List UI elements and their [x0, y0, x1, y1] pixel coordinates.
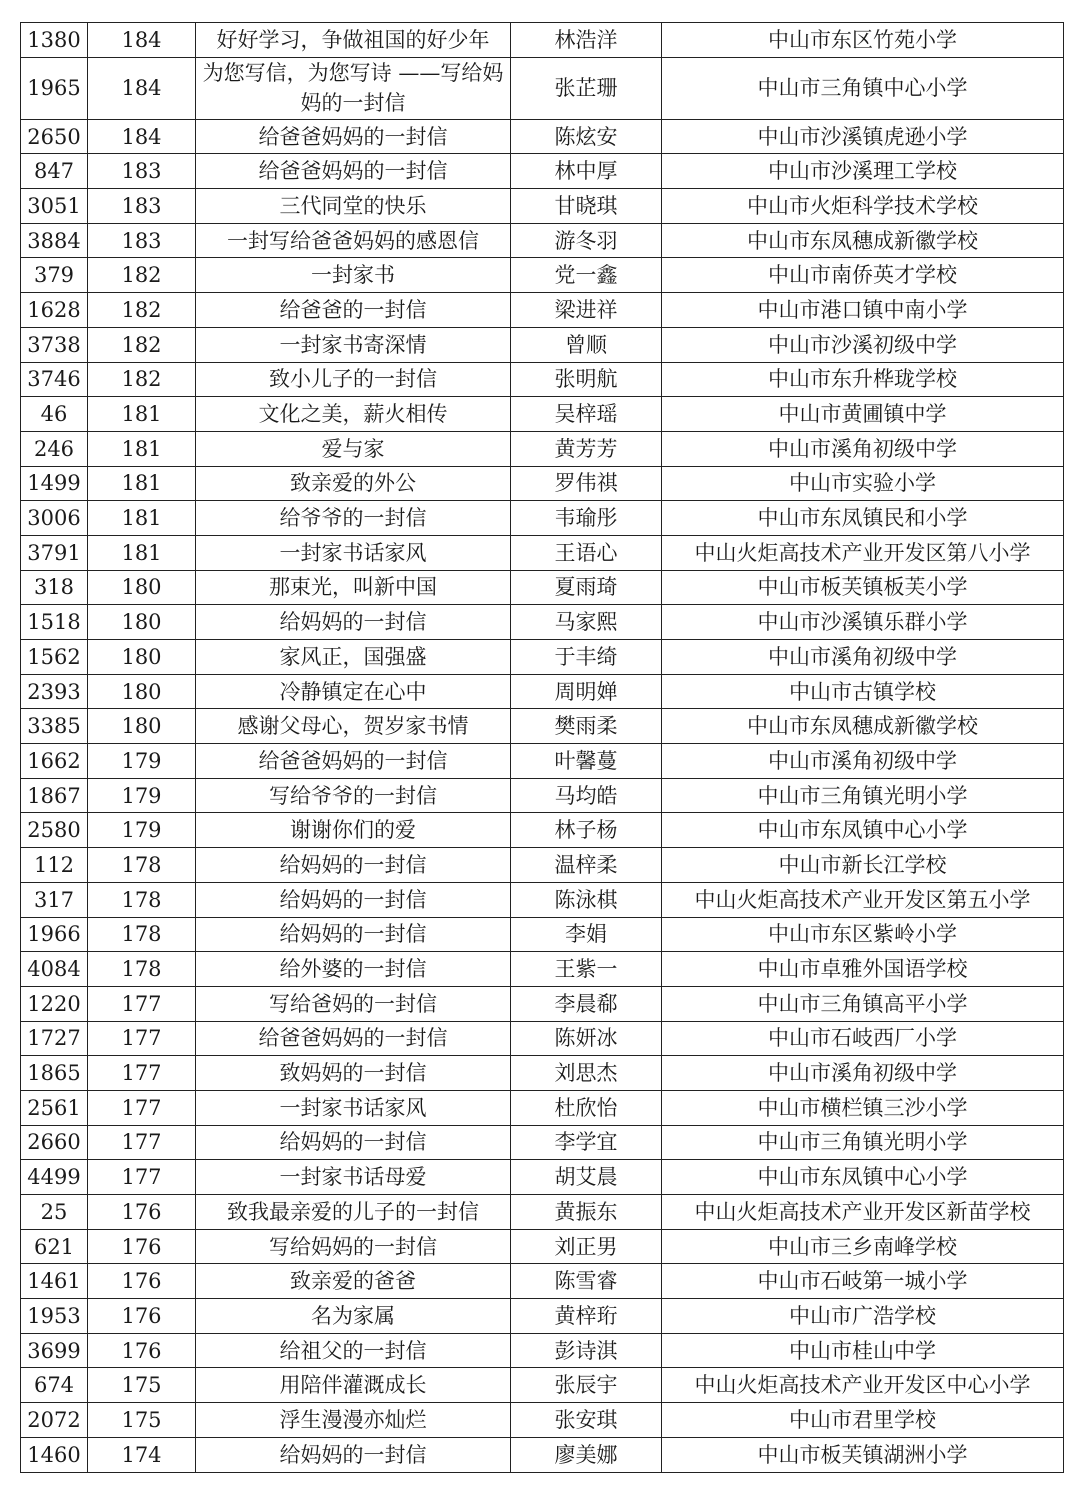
- entry-id-cell: 318: [21, 570, 88, 605]
- school-cell: 中山市东凤穗成新徽学校: [662, 709, 1064, 744]
- entry-id-cell: 317: [21, 882, 88, 917]
- school-cell: 中山市东凤镇民和小学: [662, 501, 1064, 536]
- author-name-cell: 梁进祥: [511, 293, 662, 328]
- table-row: [21, 1229, 1064, 1264]
- author-name-cell: 于丰绮: [511, 640, 662, 675]
- score-cell: 182: [88, 293, 196, 328]
- title-cell: 给祖父的一封信: [196, 1333, 511, 1368]
- table-row: [21, 258, 1064, 293]
- school-cell: 中山市火炬科学技术学校: [662, 189, 1064, 224]
- score-cell: 176: [88, 1229, 196, 1264]
- school-cell: 中山市东凤镇中心小学: [662, 813, 1064, 848]
- score-cell: 183: [88, 189, 196, 224]
- author-name-cell: 周明婵: [511, 674, 662, 709]
- score-cell: 181: [88, 431, 196, 466]
- author-name-cell: 张芷珊: [511, 57, 662, 119]
- table-row: [21, 813, 1064, 848]
- school-cell: 中山市东区竹苑小学: [662, 23, 1064, 58]
- title-cell: 三代同堂的快乐: [196, 189, 511, 224]
- author-name-cell: 陈妍冰: [511, 1021, 662, 1056]
- table-row: [21, 1368, 1064, 1403]
- school-cell: 中山市沙溪镇虎逊小学: [662, 119, 1064, 154]
- entry-id-cell: 2561: [21, 1090, 88, 1125]
- table-row: [21, 917, 1064, 952]
- score-cell: 181: [88, 466, 196, 501]
- score-cell: 177: [88, 986, 196, 1021]
- author-name-cell: 胡艾晨: [511, 1160, 662, 1195]
- entry-id-cell: 2650: [21, 119, 88, 154]
- school-cell: 中山市黄圃镇中学: [662, 397, 1064, 432]
- entry-id-cell: 1518: [21, 605, 88, 640]
- entry-id-cell: 1460: [21, 1437, 88, 1472]
- entry-id-cell: 379: [21, 258, 88, 293]
- author-name-cell: 林子杨: [511, 813, 662, 848]
- title-cell: 给外婆的一封信: [196, 952, 511, 987]
- title-cell: 一封家书寄深情: [196, 327, 511, 362]
- author-name-cell: 张辰宇: [511, 1368, 662, 1403]
- table-row: [21, 397, 1064, 432]
- title-cell: 那束光，叫新中国: [196, 570, 511, 605]
- school-cell: 中山市君里学校: [662, 1403, 1064, 1438]
- title-cell: 致亲爱的爸爸: [196, 1264, 511, 1299]
- title-cell: 写给妈妈的一封信: [196, 1229, 511, 1264]
- title-cell: 用陪伴灌溉成长: [196, 1368, 511, 1403]
- score-cell: 179: [88, 813, 196, 848]
- school-cell: 中山市实验小学: [662, 466, 1064, 501]
- score-cell: 184: [88, 57, 196, 119]
- title-cell: 给妈妈的一封信: [196, 848, 511, 883]
- score-cell: 179: [88, 778, 196, 813]
- school-cell: 中山市三角镇光明小学: [662, 1125, 1064, 1160]
- entry-id-cell: 1662: [21, 744, 88, 779]
- title-cell: 一封写给爸爸妈妈的感恩信: [196, 223, 511, 258]
- title-cell: 一封家书话母爱: [196, 1160, 511, 1195]
- school-cell: 中山市东升桦珑学校: [662, 362, 1064, 397]
- results-table-container: [20, 22, 1063, 1473]
- title-cell: 冷静镇定在心中: [196, 674, 511, 709]
- entry-id-cell: 1865: [21, 1056, 88, 1091]
- author-name-cell: 马家熙: [511, 605, 662, 640]
- school-cell: 中山市广浩学校: [662, 1299, 1064, 1334]
- school-cell: 中山市东凤穗成新徽学校: [662, 223, 1064, 258]
- author-name-cell: 廖美娜: [511, 1437, 662, 1472]
- table-row: [21, 501, 1064, 536]
- table-row: [21, 1125, 1064, 1160]
- score-cell: 176: [88, 1195, 196, 1230]
- entry-id-cell: 3699: [21, 1333, 88, 1368]
- score-cell: 180: [88, 570, 196, 605]
- entry-id-cell: 25: [21, 1195, 88, 1230]
- school-cell: 中山市东区紫岭小学: [662, 917, 1064, 952]
- school-cell: 中山市溪角初级中学: [662, 640, 1064, 675]
- score-cell: 184: [88, 119, 196, 154]
- score-cell: 183: [88, 223, 196, 258]
- author-name-cell: 马均皓: [511, 778, 662, 813]
- table-row: [21, 778, 1064, 813]
- title-cell: 给妈妈的一封信: [196, 605, 511, 640]
- table-row: [21, 605, 1064, 640]
- title-cell: 文化之美，薪火相传: [196, 397, 511, 432]
- table-row: [21, 640, 1064, 675]
- score-cell: 178: [88, 882, 196, 917]
- author-name-cell: 曾顺: [511, 327, 662, 362]
- entry-id-cell: 3746: [21, 362, 88, 397]
- score-cell: 179: [88, 744, 196, 779]
- title-cell: 名为家属: [196, 1299, 511, 1334]
- table-row: [21, 674, 1064, 709]
- table-row: [21, 882, 1064, 917]
- table-row: [21, 154, 1064, 189]
- title-cell: 致妈妈的一封信: [196, 1056, 511, 1091]
- title-cell: 给妈妈的一封信: [196, 1437, 511, 1472]
- author-name-cell: 叶馨蔓: [511, 744, 662, 779]
- school-cell: 中山市三角镇中心小学: [662, 57, 1064, 119]
- table-row: [21, 189, 1064, 224]
- score-cell: 180: [88, 674, 196, 709]
- title-cell: 给爸爸妈妈的一封信: [196, 744, 511, 779]
- results-table-body: [21, 23, 1064, 1473]
- entry-id-cell: 1461: [21, 1264, 88, 1299]
- title-cell: 为您写信，为您写诗 ——写给妈妈的一封信: [196, 57, 511, 119]
- school-cell: 中山市港口镇中南小学: [662, 293, 1064, 328]
- results-table: [20, 22, 1064, 1473]
- title-cell: 给爸爸妈妈的一封信: [196, 119, 511, 154]
- table-row: [21, 1403, 1064, 1438]
- author-name-cell: 李娟: [511, 917, 662, 952]
- author-name-cell: 罗伟祺: [511, 466, 662, 501]
- entry-id-cell: 1965: [21, 57, 88, 119]
- table-row: [21, 1021, 1064, 1056]
- score-cell: 180: [88, 640, 196, 675]
- score-cell: 181: [88, 397, 196, 432]
- score-cell: 176: [88, 1333, 196, 1368]
- author-name-cell: 张安琪: [511, 1403, 662, 1438]
- title-cell: 给妈妈的一封信: [196, 882, 511, 917]
- score-cell: 174: [88, 1437, 196, 1472]
- title-cell: 致我最亲爱的儿子的一封信: [196, 1195, 511, 1230]
- school-cell: 中山市东凤镇中心小学: [662, 1160, 1064, 1195]
- author-name-cell: 黄芳芳: [511, 431, 662, 466]
- author-name-cell: 林浩洋: [511, 23, 662, 58]
- school-cell: 中山市石岐第一城小学: [662, 1264, 1064, 1299]
- table-row: [21, 431, 1064, 466]
- title-cell: 给爸爸妈妈的一封信: [196, 1021, 511, 1056]
- school-cell: 中山市板芙镇湖洲小学: [662, 1437, 1064, 1472]
- author-name-cell: 党一鑫: [511, 258, 662, 293]
- author-name-cell: 陈炫安: [511, 119, 662, 154]
- table-row: [21, 1333, 1064, 1368]
- score-cell: 177: [88, 1160, 196, 1195]
- title-cell: 给爸爸的一封信: [196, 293, 511, 328]
- entry-id-cell: 3385: [21, 709, 88, 744]
- table-row: [21, 535, 1064, 570]
- school-cell: 中山火炬高技术产业开发区新苗学校: [662, 1195, 1064, 1230]
- entry-id-cell: 1380: [21, 23, 88, 58]
- title-cell: 谢谢你们的爱: [196, 813, 511, 848]
- table-row: [21, 1264, 1064, 1299]
- score-cell: 184: [88, 23, 196, 58]
- title-cell: 家风正，国强盛: [196, 640, 511, 675]
- title-cell: 好好学习，争做祖国的好少年: [196, 23, 511, 58]
- school-cell: 中山市卓雅外国语学校: [662, 952, 1064, 987]
- title-cell: 给妈妈的一封信: [196, 1125, 511, 1160]
- score-cell: 180: [88, 605, 196, 640]
- table-row: [21, 362, 1064, 397]
- entry-id-cell: 3791: [21, 535, 88, 570]
- title-cell: 一封家书话家风: [196, 1090, 511, 1125]
- table-row: [21, 1056, 1064, 1091]
- school-cell: 中山市沙溪理工学校: [662, 154, 1064, 189]
- author-name-cell: 陈雪睿: [511, 1264, 662, 1299]
- table-row: [21, 570, 1064, 605]
- school-cell: 中山市沙溪初级中学: [662, 327, 1064, 362]
- table-row: [21, 744, 1064, 779]
- title-cell: 致亲爱的外公: [196, 466, 511, 501]
- entry-id-cell: 1966: [21, 917, 88, 952]
- title-cell: 给妈妈的一封信: [196, 917, 511, 952]
- entry-id-cell: 3006: [21, 501, 88, 536]
- title-cell: 浮生漫漫亦灿烂: [196, 1403, 511, 1438]
- entry-id-cell: 621: [21, 1229, 88, 1264]
- score-cell: 178: [88, 952, 196, 987]
- table-row: [21, 1299, 1064, 1334]
- entry-id-cell: 3884: [21, 223, 88, 258]
- entry-id-cell: 246: [21, 431, 88, 466]
- title-cell: 爱与家: [196, 431, 511, 466]
- author-name-cell: 吴梓瑶: [511, 397, 662, 432]
- author-name-cell: 杜欣怡: [511, 1090, 662, 1125]
- entry-id-cell: 46: [21, 397, 88, 432]
- score-cell: 180: [88, 709, 196, 744]
- entry-id-cell: 4499: [21, 1160, 88, 1195]
- author-name-cell: 张明航: [511, 362, 662, 397]
- entry-id-cell: 2072: [21, 1403, 88, 1438]
- title-cell: 给爷爷的一封信: [196, 501, 511, 536]
- author-name-cell: 刘正男: [511, 1229, 662, 1264]
- table-row: [21, 293, 1064, 328]
- school-cell: 中山市三角镇光明小学: [662, 778, 1064, 813]
- school-cell: 中山市三乡南峰学校: [662, 1229, 1064, 1264]
- score-cell: 183: [88, 154, 196, 189]
- score-cell: 177: [88, 1125, 196, 1160]
- table-row: [21, 986, 1064, 1021]
- score-cell: 182: [88, 362, 196, 397]
- entry-id-cell: 2660: [21, 1125, 88, 1160]
- title-cell: 一封家书话家风: [196, 535, 511, 570]
- title-cell: 一封家书: [196, 258, 511, 293]
- school-cell: 中山市石岐西厂小学: [662, 1021, 1064, 1056]
- author-name-cell: 王语心: [511, 535, 662, 570]
- table-row: [21, 466, 1064, 501]
- author-name-cell: 李晨郗: [511, 986, 662, 1021]
- author-name-cell: 王紫一: [511, 952, 662, 987]
- author-name-cell: 李学宜: [511, 1125, 662, 1160]
- school-cell: 中山火炬高技术产业开发区第五小学: [662, 882, 1064, 917]
- entry-id-cell: 1220: [21, 986, 88, 1021]
- author-name-cell: 陈泳棋: [511, 882, 662, 917]
- entry-id-cell: 1562: [21, 640, 88, 675]
- score-cell: 182: [88, 327, 196, 362]
- school-cell: 中山市桂山中学: [662, 1333, 1064, 1368]
- school-cell: 中山市新长江学校: [662, 848, 1064, 883]
- school-cell: 中山市三角镇高平小学: [662, 986, 1064, 1021]
- school-cell: 中山市南侨英才学校: [662, 258, 1064, 293]
- score-cell: 178: [88, 917, 196, 952]
- author-name-cell: 游冬羽: [511, 223, 662, 258]
- title-cell: 致小儿子的一封信: [196, 362, 511, 397]
- entry-id-cell: 112: [21, 848, 88, 883]
- score-cell: 177: [88, 1090, 196, 1125]
- author-name-cell: 黄振东: [511, 1195, 662, 1230]
- table-row: [21, 23, 1064, 58]
- school-cell: 中山市板芙镇板芙小学: [662, 570, 1064, 605]
- author-name-cell: 黄梓珩: [511, 1299, 662, 1334]
- table-row: [21, 119, 1064, 154]
- entry-id-cell: 1628: [21, 293, 88, 328]
- author-name-cell: 夏雨琦: [511, 570, 662, 605]
- table-row: [21, 327, 1064, 362]
- table-row: [21, 57, 1064, 119]
- title-cell: 感谢父母心，贺岁家书情: [196, 709, 511, 744]
- school-cell: 中山市沙溪镇乐群小学: [662, 605, 1064, 640]
- title-cell: 写给爸妈的一封信: [196, 986, 511, 1021]
- score-cell: 181: [88, 535, 196, 570]
- table-row: [21, 1160, 1064, 1195]
- entry-id-cell: 3738: [21, 327, 88, 362]
- table-row: [21, 1437, 1064, 1472]
- title-cell: 给爸爸妈妈的一封信: [196, 154, 511, 189]
- score-cell: 177: [88, 1056, 196, 1091]
- entry-id-cell: 2393: [21, 674, 88, 709]
- author-name-cell: 彭诗淇: [511, 1333, 662, 1368]
- score-cell: 175: [88, 1368, 196, 1403]
- entry-id-cell: 674: [21, 1368, 88, 1403]
- score-cell: 182: [88, 258, 196, 293]
- school-cell: 中山火炬高技术产业开发区第八小学: [662, 535, 1064, 570]
- table-row: [21, 952, 1064, 987]
- entry-id-cell: 1867: [21, 778, 88, 813]
- school-cell: 中山火炬高技术产业开发区中心小学: [662, 1368, 1064, 1403]
- entry-id-cell: 2580: [21, 813, 88, 848]
- author-name-cell: 林中厚: [511, 154, 662, 189]
- entry-id-cell: 847: [21, 154, 88, 189]
- title-cell: 写给爷爷的一封信: [196, 778, 511, 813]
- score-cell: 176: [88, 1299, 196, 1334]
- score-cell: 176: [88, 1264, 196, 1299]
- table-row: [21, 1195, 1064, 1230]
- school-cell: 中山市古镇学校: [662, 674, 1064, 709]
- score-cell: 177: [88, 1021, 196, 1056]
- table-row: [21, 223, 1064, 258]
- entry-id-cell: 1727: [21, 1021, 88, 1056]
- score-cell: 178: [88, 848, 196, 883]
- school-cell: 中山市溪角初级中学: [662, 1056, 1064, 1091]
- entry-id-cell: 1953: [21, 1299, 88, 1334]
- table-row: [21, 1090, 1064, 1125]
- table-row: [21, 848, 1064, 883]
- author-name-cell: 韦瑜彤: [511, 501, 662, 536]
- author-name-cell: 甘晓琪: [511, 189, 662, 224]
- entry-id-cell: 3051: [21, 189, 88, 224]
- school-cell: 中山市溪角初级中学: [662, 744, 1064, 779]
- school-cell: 中山市横栏镇三沙小学: [662, 1090, 1064, 1125]
- school-cell: 中山市溪角初级中学: [662, 431, 1064, 466]
- entry-id-cell: 4084: [21, 952, 88, 987]
- author-name-cell: 刘思杰: [511, 1056, 662, 1091]
- table-row: [21, 709, 1064, 744]
- score-cell: 181: [88, 501, 196, 536]
- author-name-cell: 温梓柔: [511, 848, 662, 883]
- score-cell: 175: [88, 1403, 196, 1438]
- author-name-cell: 樊雨柔: [511, 709, 662, 744]
- entry-id-cell: 1499: [21, 466, 88, 501]
